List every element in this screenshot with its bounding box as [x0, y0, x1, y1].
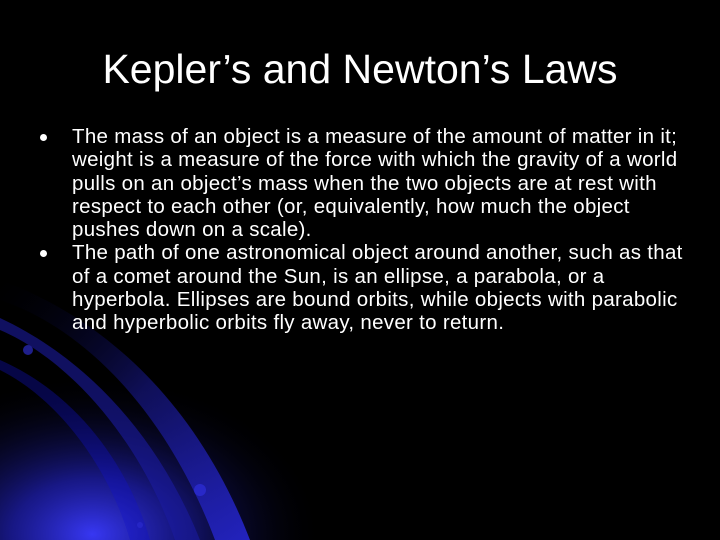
- bullet-dot-icon: [40, 134, 47, 141]
- bullet-list: [40, 125, 690, 335]
- bullet-text: The mass of an object is a measure of the amount of matter in it; weight is a measure of the force with which the gravity of a world pulls on an object’s mass when the two objects are at rest with respect to each other (or, equivalently, how much the object pushes down on a scale).: [72, 125, 678, 242]
- slide-title: Kepler’s and Newton’s Laws: [102, 46, 618, 92]
- bullet-text: The path of one astronomical object around another, such as that of a comet around the Sun, is an ellipse, a parabola, or a hyperbola. Ellipses are bound orbits, while objects with parabolic and hyperbolic orbits fly away, never to return.: [72, 241, 683, 335]
- bullet-item: [40, 241, 690, 334]
- bullet-item: [40, 125, 690, 241]
- bullet-dot-icon: [40, 250, 47, 257]
